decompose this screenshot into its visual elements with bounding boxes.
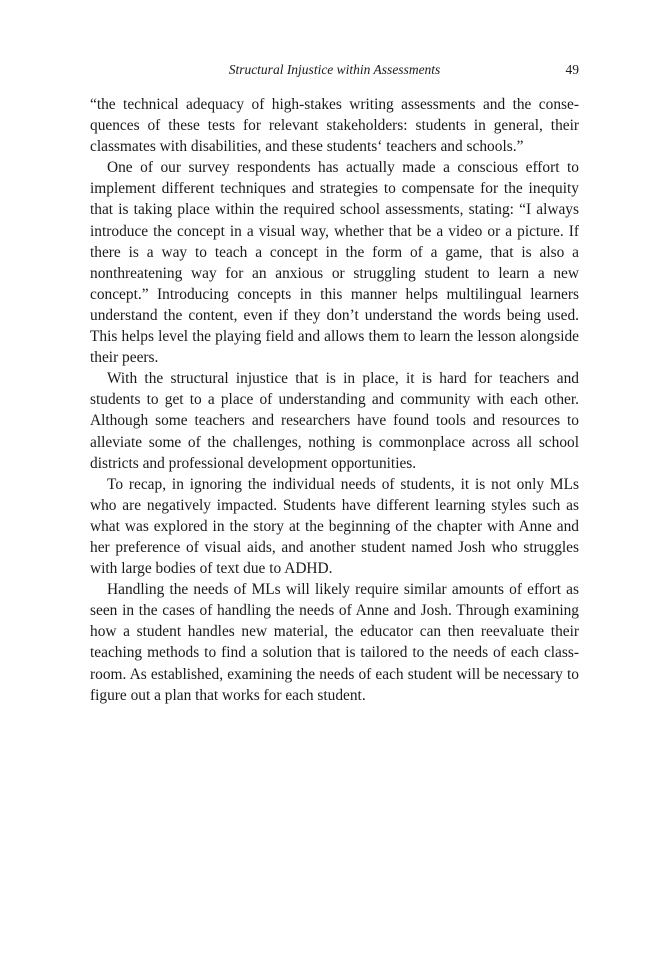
body-text	[90, 94, 579, 706]
book-page	[90, 62, 579, 706]
page-number: 49	[565, 62, 579, 77]
paragraph-structural-injustice: With the structural injustice that is in place, it is hard for teachers and students to get to a place of understanding and community with each other. Although some teachers and researchers have found tools and resources to alleviate some of the challenges, nothing is commonplace across all school districts and professional development opportunities.	[90, 370, 579, 472]
paragraph-handling-needs: Handling the needs of MLs will likely require similar amounts of effort as seen in the cases of handling the needs of Anne and Josh. Through examining how a student handles new material, the educator can then reevaluate their teaching methods to find a solution that is tailored to the needs of each classroom. As established, examining the needs of each student will be necessary to figure out a plan that works for each student.	[90, 581, 579, 704]
paragraph-quote-continuation: “the technical adequacy of high-stakes writing assessments and the consequences of these tests for relevant stakeholders: students in general, their classmates with disabilities, and these students‘ teachers and schools.”	[90, 96, 579, 156]
running-title: Structural Injustice within Assessments	[228, 62, 441, 77]
paragraph-recap: To recap, in ignoring the individual needs of students, it is not only MLs who are negatively impacted. Students have different learning styles such as what was explored in the story at the beginning of the chapter with Anne and her preference of visual aids, and another student named Josh who struggles with large bodies of text due to ADHD.	[90, 475, 579, 578]
paragraph-survey-respondent: One of our survey respondents has actually made a conscious effort to implement different techniques and strategies to compensate for the inequity that is taking place within the required school assessments, stating: “I always introduce the concept in a visual way, whether that be a video or a picture. If there is a way to teach a concept in the form of a game, that is also a nonthreatening way for an anxious or struggling student to learn a new concept.” Introducing concepts in this manner helps multilingual learners understand the content, even if they don’t understand the words being used. This helps level the playing field and allows them to learn the lesson alongside their peers.	[90, 159, 579, 367]
running-header	[90, 62, 579, 86]
